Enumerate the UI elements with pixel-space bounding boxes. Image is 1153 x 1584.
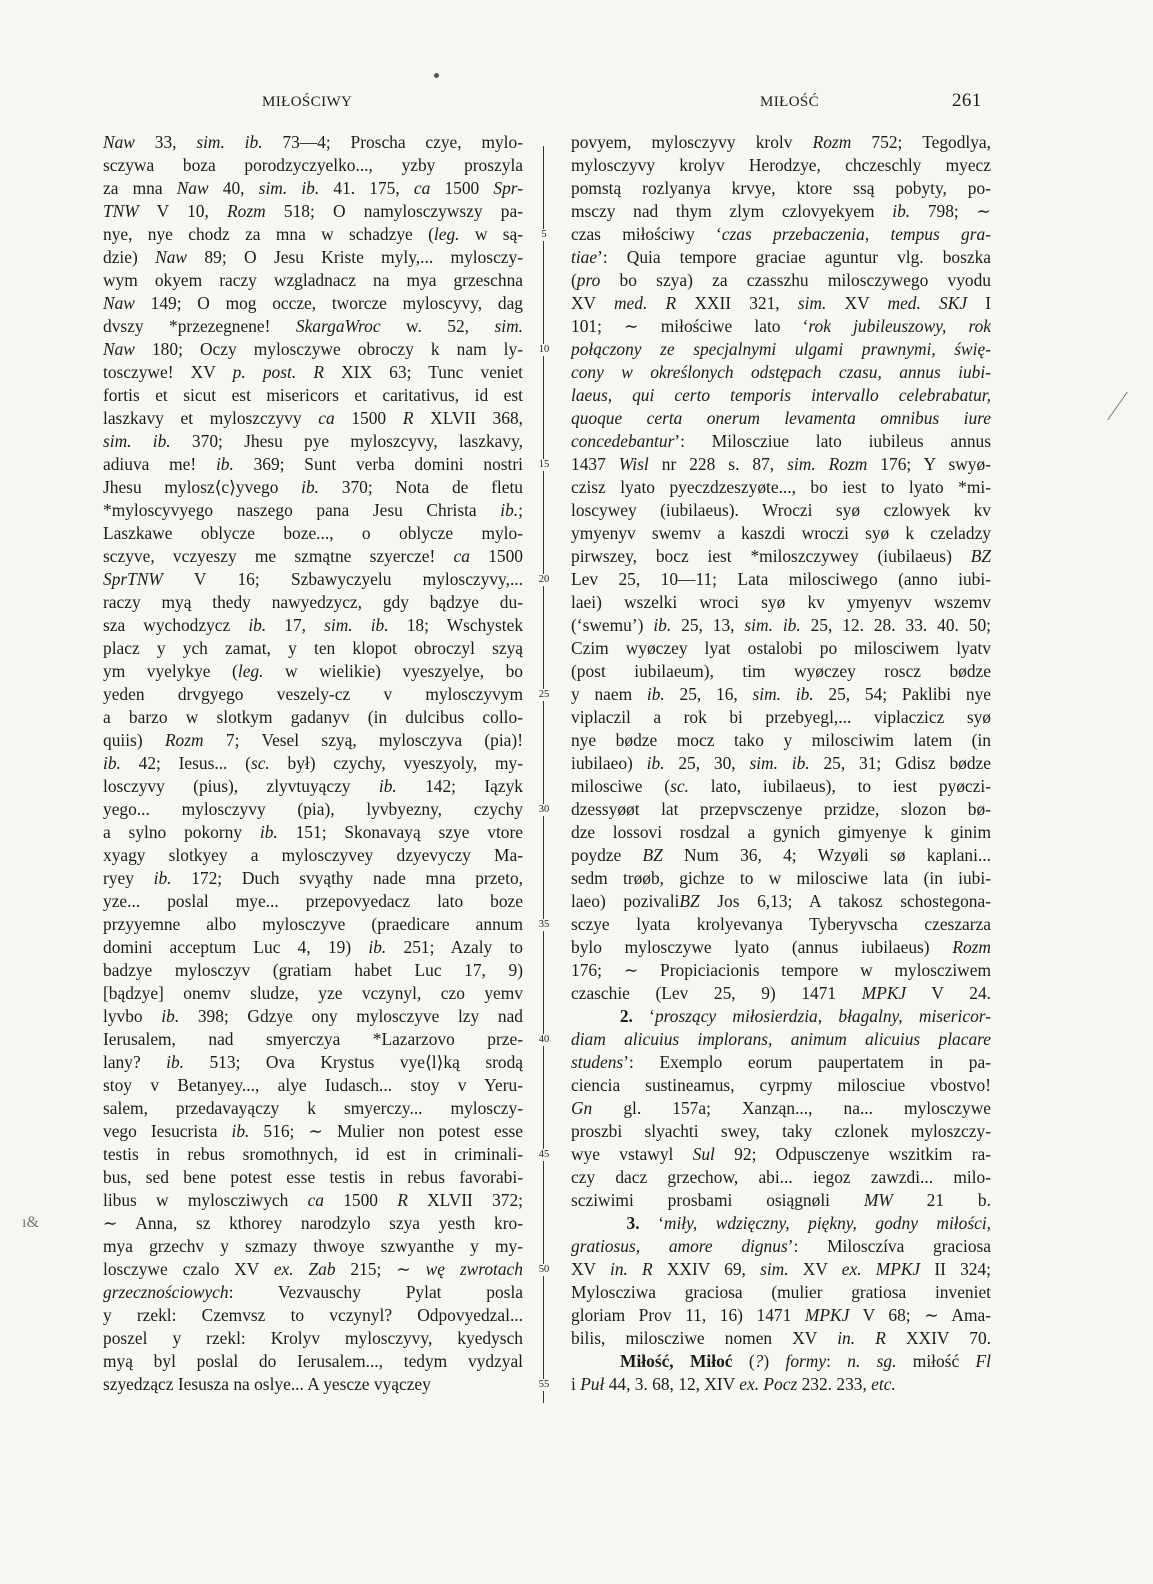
- left-column-line: yego... mylosczyvy (pia), lyvbyezny, czychy: [103, 799, 523, 819]
- margin-pencil-mark: [1107, 392, 1140, 420]
- left-column-line: TNW V 10, Rozm 518; O namylosczywszy pa-: [103, 201, 523, 221]
- right-column-line: diam alicuius implorans, animum alicuius placare: [571, 1029, 991, 1049]
- left-column-line: mya grzechv y szmazy thwoye szwyanthe y my-: [103, 1236, 523, 1256]
- line-number: 30: [533, 804, 555, 816]
- left-column-line: [bądzye] onemv sludze, yze vczynyl, czo yemv: [103, 983, 523, 1003]
- right-column: [571, 131, 991, 1396]
- left-column-line: *myloscyvyego naszego pana Jesu Christa ib.;: [103, 500, 523, 520]
- right-column-line: i Puł 44, 3. 68, 12, XIV ex. Pocz 232. 233, etc.: [571, 1374, 896, 1394]
- left-column-line: quiis) Rozm 7; Vesel szyą, mylosczyva (pia)!: [103, 730, 523, 750]
- left-column-line: salem, przedavayączy k smyerczy... mylosczy-: [103, 1098, 523, 1118]
- left-column-line: libus w myloscziwych ca 1500 R XLVII 372;: [103, 1190, 523, 1210]
- line-number: 45: [533, 1149, 555, 1161]
- right-column-line: laeus, qui certo temporis intervallo celebrabatur,: [571, 385, 991, 405]
- ink-dot: [434, 73, 439, 78]
- left-column-line: yze... poslal mye... przepovyedacz lato boze: [103, 891, 523, 911]
- left-column-line: za mna Naw 40, sim. ib. 41. 175, ca 1500 Spr-: [103, 178, 523, 198]
- left-column-line: domini acceptum Luc 4, 19) ib. 251; Azaly to: [103, 937, 523, 957]
- left-column-line: Laszkawe oblycze boze..., o oblycze mylo-: [103, 523, 523, 543]
- right-column-line: 1437 Wisl nr 228 s. 87, sim. Rozm 176; Y swyø-: [571, 454, 991, 474]
- line-number: 55: [533, 1379, 555, 1391]
- running-head-right: MIŁOŚĆ: [760, 94, 820, 110]
- left-column-line: sczyve, vczyeszy me szmątne szyercze! ca 1500: [103, 546, 523, 566]
- right-column-line: wye vstawyl Sul 92; Odpusczenye wszitkim ra-: [571, 1144, 991, 1164]
- left-column-line: stoy v Betanyey..., alye Iudasch... stoy v Yeru-: [103, 1075, 523, 1095]
- right-column-line: czas miłościwy ‘czas przebaczenia, tempus gra-: [571, 224, 991, 244]
- right-column-line: dzessyøøt lat przepvsczenye przidze, slozon bø-: [571, 799, 991, 819]
- left-column-line: ∼ Anna, sz kthorey narodzylo szya yesth kro-: [103, 1213, 523, 1233]
- right-column-line: ymyenyv swemv a kaszdi wroczi syø k czeladzy: [571, 523, 991, 543]
- left-column-line: adiuva me! ib. 369; Sunt verba domini nostri: [103, 454, 523, 474]
- column-rule: [543, 146, 544, 1403]
- right-column-line: (post iubilaeum), tim wyøczey roscz bødze: [571, 661, 991, 681]
- right-column-line: laei) wszelki wroci syø kv ymyenyv wszemv: [571, 592, 991, 612]
- right-column-line: Lev 25, 10—11; Lata milosciwego (anno iubi-: [571, 569, 991, 589]
- left-column-line: badzye mylosczyv (gratiam habet Luc 17, 9): [103, 960, 523, 980]
- left-column-line: testis in rebus sromothnych, id est in criminali-: [103, 1144, 523, 1164]
- right-column-line: Myloscziwa graciosa (mulier gratiosa inveniet: [571, 1282, 991, 1302]
- right-column-line: msczy nad thym zlym czlovyekyem ib. 798; ∼: [571, 201, 991, 221]
- right-column-line: XV in. R XXIV 69, sim. XV ex. MPKJ II 324;: [571, 1259, 991, 1279]
- right-column-line: milosciwe (sc. lato, iubilaeus), to iest pyøczi-: [571, 776, 991, 796]
- line-number: 40: [533, 1034, 555, 1046]
- right-column-line: 101; ∼ miłościwe lato ‘rok jubileuszowy, rok: [571, 316, 991, 336]
- right-column-line: bilis, miloscziwe nomen XV in. R XXIV 70.: [571, 1328, 991, 1348]
- right-column-line: połączony ze specjalnymi ulgami prawnymi, świę-: [571, 339, 991, 359]
- right-column-line: 3. ‘miły, wdzięczny, piękny, godny miłości,: [626, 1213, 991, 1233]
- left-column-line: ib. 42; Iesus... (sc. był) czychy, vyeszyoly, my-: [103, 753, 523, 773]
- right-column-line: dze lossovi rosdzal a gynich gimyenye k ginim: [571, 822, 991, 842]
- left-column-line: bus, sed bene potest esse testis in rebus favorabi-: [103, 1167, 523, 1187]
- left-column-line: fortis et sicut est misericors et caritativus, id est: [103, 385, 523, 405]
- left-column-line: Jhesu mylosz⟨c⟩yvego ib. 370; Nota de fletu: [103, 477, 523, 497]
- right-column-line: y naem ib. 25, 16, sim. ib. 25, 54; Paklibi nye: [571, 684, 991, 704]
- left-column-line: dzie) Naw 89; O Jesu Kriste myly,... mylosczy-: [103, 247, 523, 267]
- left-column-line: yeden drvgyego veszely-cz v mylosczyvym: [103, 684, 523, 704]
- left-column-line: xyagy slotkyey a mylosczyvey dzyevyczy Ma-: [103, 845, 523, 865]
- right-column-line: proszbi slyachti swey, taky czlonek myloszczy-: [571, 1121, 991, 1141]
- left-column-line: Naw 149; O mog occze, tworcze myloscyvy, dag: [103, 293, 523, 313]
- right-column-line: sczye lyata krolyevanya Tyberyvscha czeszarza: [571, 914, 991, 934]
- running-head-left: MIŁOŚCIWY: [262, 94, 353, 110]
- right-column-line: iubilaeo) ib. 25, 30, sim. ib. 25, 31; Gdisz bødze: [571, 753, 991, 773]
- right-column-line: studens’: Exemplo eorum paupertatem in pa-: [571, 1052, 991, 1072]
- right-column-line: quoque certa onerum levamenta omnibus iure: [571, 408, 991, 428]
- left-column-line: raczy myą thedy nawyedzycz, gdy bądzye du-: [103, 592, 523, 612]
- left-column-line: dvszy *przezegnene! SkargaWroc w. 52, sim.: [103, 316, 523, 336]
- left-column-line: lany? ib. 513; Ova Krystus vye⟨l⟩ką srodą: [103, 1052, 523, 1072]
- right-column-line: (‘swemu’) ib. 25, 13, sim. ib. 25, 12. 28. 33. 40. 50;: [571, 615, 991, 635]
- page-number: 261: [952, 90, 982, 111]
- left-column-line: y rzekl: Czemvsz to vczynyl? Odpovyedzal...: [103, 1305, 523, 1325]
- line-number: 20: [533, 574, 555, 586]
- left-column-line: losczyvy (pius), zlyvtuyączy ib. 142; Iązyk: [103, 776, 523, 796]
- right-column-line: cony w określonych odstępach czasu, annus iubi-: [571, 362, 991, 382]
- line-number: 5: [533, 229, 555, 241]
- left-column-line: myą byl poslal do Ierusalem..., tedym vydzyal: [103, 1351, 523, 1371]
- right-column-line: ciencia sustineamus, cyrpmy milosciue vbostvo!: [571, 1075, 991, 1095]
- left-column-line: SprTNW V 16; Szbawyczyelu mylosczyvy,...: [103, 569, 523, 589]
- left-column-line: Naw 33, sim. ib. 73—4; Proscha czye, mylo-: [103, 132, 523, 152]
- left-column-line: nye, nye chodz za mna w schadzye (leg. w są-: [103, 224, 523, 244]
- left-column-line: placz y ych zamat, y ten klopot obroczyl szyą: [103, 638, 523, 658]
- left-column-line: sim. ib. 370; Jhesu pye myloszcyvy, laszkavy,: [103, 431, 523, 451]
- left-column-line: ym vyelykye (leg. w wielikie) vyeszyelye, bo: [103, 661, 523, 681]
- right-column-line: mylosczyvy krolyv Herodzye, chczeschly myecz: [571, 155, 991, 175]
- left-column-line: sza wychodzycz ib. 17, sim. ib. 18; Wschystek: [103, 615, 523, 635]
- right-column-line: loscywey (iubilaeus). Wroczi syø czlowyek kv: [571, 500, 991, 520]
- left-column-line: poszel y rzekl: Krolyv mylosczyvy, kyedysch: [103, 1328, 523, 1348]
- right-column-line: Miłość, Miłoć (?) formy: n. sg. miłość Fl: [620, 1351, 991, 1371]
- right-column-line: concedebantur’: Milosсziue lato iubileus annus: [571, 431, 991, 451]
- left-column-line: wym okyem raczy wzgladnacz na mya grzeschna: [103, 270, 523, 290]
- right-column-line: 176; ∼ Propiciacionis tempore w myloscziwem: [571, 960, 991, 980]
- left-column-line: ryey ib. 172; Duch svyąthy nade mna przeto,: [103, 868, 523, 888]
- line-number: 10: [533, 344, 555, 356]
- left-column-line: a barzo w slotkym gadanyv (in dulcibus collo-: [103, 707, 523, 727]
- right-column-line: 2. ‘proszący miłosierdzia, błagalny, misericor-: [619, 1006, 991, 1026]
- right-column-line: scziwimi prosbami osiągnøli MW 21 b.: [571, 1190, 991, 1210]
- right-column-line: tiae’: Quia tempore graciae aguntur vlg. boszka: [571, 247, 991, 267]
- left-column-line: sczywa boza porodzyczyelko..., yzby proszyla: [103, 155, 523, 175]
- left-column-line: szyedząсz Iesusza na oslye... A yescze vyączey: [103, 1374, 431, 1394]
- left-column-line: lyvbo ib. 398; Gdzye ony mylosczyve lzy nad: [103, 1006, 523, 1026]
- right-column-line: gratiosus, amore dignus’: Milosczíva graciosa: [571, 1236, 991, 1256]
- right-column-line: pomstą rozlyanya krvye, ktore ssą pobyty, po-: [571, 178, 991, 198]
- line-number: 25: [533, 689, 555, 701]
- left-column-line: laszkavy et myloszczyvy ca 1500 R XLVII 368,: [103, 408, 523, 428]
- line-number: 50: [533, 1264, 555, 1276]
- right-column-line: Gn gl. 157a; Xanząn..., na... mylosczywe: [571, 1098, 991, 1118]
- left-column-line: a sylno pokorny ib. 151; Skonavayą szye vtore: [103, 822, 523, 842]
- line-number: 15: [533, 459, 555, 471]
- right-column-line: sedm trøøb, gichze to w milosciwe lata (in iubi-: [571, 868, 991, 888]
- right-column-line: laeo) pozivaliBZ Jos 6,13; A takosz schostegona-: [571, 891, 991, 911]
- right-column-line: XV med. R XXII 321, sim. XV med. SKJ I: [571, 293, 991, 313]
- right-column-line: czy dacz grzechow, abi... iegoz zawzdi... milo-: [571, 1167, 991, 1187]
- right-column-line: pirwszey, bocz iest *miloszczywey (iubilaeus) BZ: [571, 546, 991, 566]
- right-column-line: bylo mylosczywe lyato (annus iubilaeus) Rozm: [571, 937, 991, 957]
- right-column-line: gloriam Prov 11, 16) 1471 MPKJ V 68; ∼ Ama-: [571, 1305, 991, 1325]
- line-number: 35: [533, 919, 555, 931]
- left-column-line: vego Iesucrista ib. 516; ∼ Mulier non potest esse: [103, 1121, 523, 1141]
- right-column-line: (pro bo szya) za czasszhu milosczywego vyodu: [571, 270, 991, 290]
- margin-scribble: ı&: [22, 1214, 39, 1231]
- right-column-line: viplaczil a rok bi przebyegl,... viplaczicz syø: [571, 707, 991, 727]
- right-column-line: poydze BZ Num 36, 4; Wzyøli sø kaplani...: [571, 845, 991, 865]
- right-column-line: czisz lyato pyeczdzeszyøte..., bo iest to lyato *mi-: [571, 477, 991, 497]
- left-column-line: losczywe czalo XV ex. Zab 215; ∼ wę zwrotach: [103, 1259, 523, 1279]
- right-column-line: czaschie (Lev 25, 9) 1471 MPKJ V 24.: [571, 983, 991, 1003]
- right-column-line: povyem, mylosczyvy krolv Rozm 752; Tegodlya,: [571, 132, 991, 152]
- left-column-line: Naw 180; Oczy mylosczywe obroczy k nam ly-: [103, 339, 523, 359]
- right-column-line: Czim wyøczey lyat ostalobi po milosciwem lyatv: [571, 638, 991, 658]
- left-column: [103, 131, 523, 1396]
- right-column-line: nye bødze mocz tako y milosciwim latem (in: [571, 730, 991, 750]
- left-column-line: tosczywe! XV p. post. R XIX 63; Tunc veniet: [103, 362, 523, 382]
- left-column-line: Ierusalem, nad smyerczya *Lazarzovo prze-: [103, 1029, 523, 1049]
- left-column-line: przyyemne albo mylosczyve (praedicare annum: [103, 914, 523, 934]
- left-column-line: grzecznościowych: Vezvauschy Pylat posla: [103, 1282, 523, 1302]
